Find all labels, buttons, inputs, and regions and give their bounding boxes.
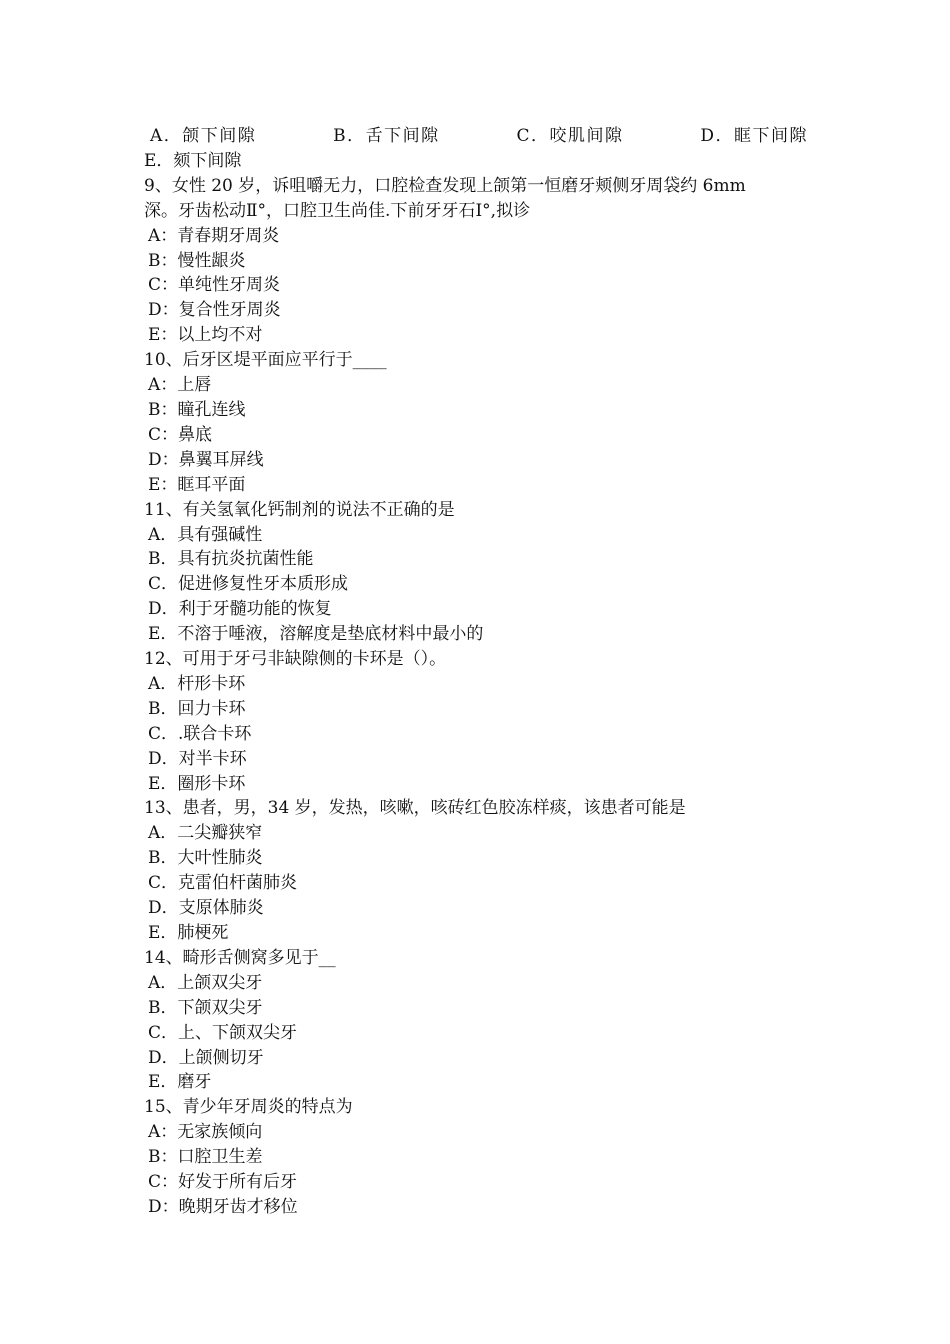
option-b: B．大叶性肺炎 [148,848,263,869]
question-stem: 11、有关氢氧化钙制剂的说法不正确的是 [144,499,455,520]
question-10 [144,348,808,497]
option-c: C：鼻底 [148,424,213,445]
option-b: B．舌下间隙 [333,126,440,146]
option-a: A：无家族倾向 [148,1122,263,1143]
option-a: A．二尖瓣狭窄 [148,823,263,844]
document-page [144,124,808,1220]
option-d: D．支原体肺炎 [148,898,264,919]
question-11 [144,498,808,647]
option-a: A：青春期牙周炎 [148,225,280,246]
option-e: E．肺梗死 [148,923,229,943]
option-a: A．上颌双尖牙 [148,972,263,993]
option-a: A．杆形卡环 [148,673,246,694]
option-d: D：复合性牙周炎 [148,300,281,321]
option-a: A．具有强碱性 [148,524,263,545]
option-b: B：瞳孔连线 [148,399,246,420]
question-stem: 深。牙齿松动Ⅱ°，口腔卫生尚佳.下前牙牙石Ⅰ°,拟诊 [144,200,531,221]
question-stem: 13、患者，男，34 岁，发热，咳嗽，咳砖红色胶冻样痰，该患者可能是 [144,798,686,819]
option-e: E．磨牙 [148,1072,212,1093]
option-b: B．下颌双尖牙 [148,997,263,1018]
options-row-prev-question [144,124,808,149]
option-d: D．眶下间隙 [700,126,808,146]
option-b: B：慢性龈炎 [148,250,246,271]
option-c: C．促进修复性牙本质形成 [148,574,349,595]
option-d: D．上颌侧切牙 [148,1047,264,1068]
question-14 [144,946,808,1095]
option-e: E．圈形卡环 [148,773,246,794]
option-c: C．咬肌间隙 [516,126,624,146]
question-9 [144,174,808,348]
option-e: E：以上均不对 [148,325,263,346]
question-stem: 10、后牙区堤平面应平行于____ [144,350,387,371]
option-c: C：好发于所有后牙 [148,1172,298,1193]
option-c: C．克雷伯杆菌肺炎 [148,873,298,894]
option-e: E：眶耳平面 [148,474,246,495]
option-d: D：晚期牙齿才移位 [148,1196,298,1217]
question-stem: 15、青少年牙周炎的特点为 [144,1097,353,1118]
option-e: E．不溶于唾液，溶解度是垫底材料中最小的 [148,624,484,645]
option-c: C．上、下颌双尖牙 [148,1022,298,1043]
option-d: D：鼻翼耳屏线 [148,449,264,470]
option-b: B．回力卡环 [148,698,246,719]
question-13 [144,796,808,945]
option-d: D．对半卡环 [148,748,247,769]
option-a: A．颌下间隙 [150,126,257,146]
option-b: B：口腔卫生差 [148,1147,263,1168]
question-stem: 12、可用于牙弓非缺隙侧的卡环是（）。 [144,649,447,670]
question-stem: 9、女性 20 岁，诉咀嚼无力，口腔检查发现上颌第一恒磨牙颊侧牙周袋约 6mm [144,175,746,196]
option-c: C：单纯性牙周炎 [148,275,281,296]
question-15 [144,1095,808,1220]
option-a: A：上唇 [148,375,212,396]
option-d: D．利于牙髓功能的恢复 [148,599,332,620]
question-stem: 14、畸形舌侧窝多见于__ [144,947,336,968]
option-b: B．具有抗炎抗菌性能 [148,549,314,570]
option-e: E．颏下间隙 [144,150,242,171]
option-c: C．.联合卡环 [148,723,252,744]
question-12 [144,647,808,796]
